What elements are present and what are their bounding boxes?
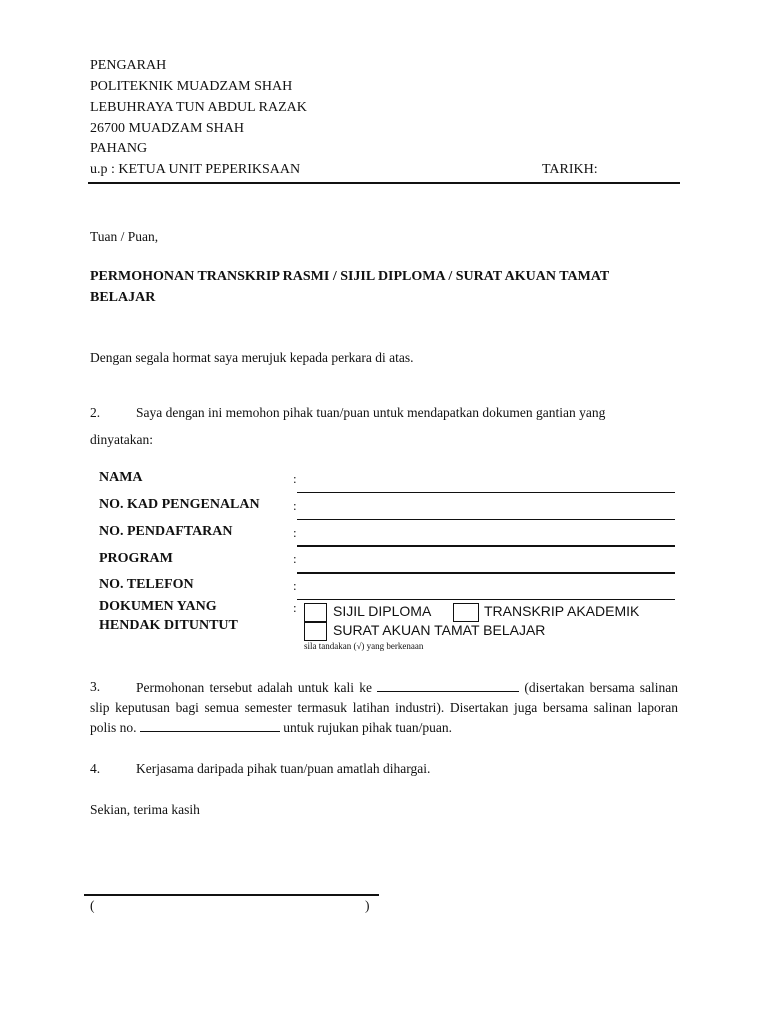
option-sijil-diploma: SIJIL DIPLOMA [333, 603, 432, 619]
signature-line[interactable] [84, 894, 379, 896]
field-line-kad-pengenalan[interactable] [297, 519, 675, 520]
para3-text-a: Permohonan tersebut adalah untuk kali ke [136, 680, 372, 695]
field-colon: : [293, 600, 297, 615]
blank-attempt-count[interactable] [377, 679, 519, 692]
subject-line-2: BELAJAR [90, 290, 156, 305]
para2-text-line2: dinyatakan: [90, 432, 153, 447]
state: PAHANG [90, 141, 148, 156]
addressee-title: PENGARAH [90, 58, 167, 73]
field-label-kad-pengenalan: NO. KAD PENGENALAN [99, 497, 260, 512]
tick-instruction-note: sila tandakan (√) yang berkenaan [304, 641, 424, 651]
para3-text [90, 678, 678, 738]
checkbox-surat-akuan[interactable] [304, 622, 327, 641]
institution-name: POLITEKNIK MUADZAM SHAH [90, 79, 293, 94]
para3-text-b: (disertakan bersama salinan slip keputusan bagi semua semester termasuk latihan industri). Disertakan juga bersama salinan laporan polis no. [90, 680, 679, 735]
para2-text-line1: Saya dengan ini memohon pihak tuan/puan untuk mendapatkan dokumen gantian yang [136, 405, 606, 420]
field-colon: : [293, 578, 297, 593]
para3-number: 3. [90, 679, 101, 694]
field-colon: : [293, 551, 297, 566]
option-surat-akuan: SURAT AKUAN TAMAT BELAJAR [333, 622, 546, 638]
field-colon: : [293, 498, 297, 513]
signature-close-paren: ) [365, 898, 370, 913]
field-label-pendaftaran: NO. PENDAFTARAN [99, 524, 233, 539]
field-line-telefon[interactable] [297, 599, 675, 600]
field-line-program[interactable] [297, 572, 675, 574]
date-label: TARIKH: [542, 162, 598, 177]
document-label-line1: DOKUMEN YANG [99, 599, 217, 614]
field-line-nama[interactable] [297, 492, 675, 493]
field-colon: : [293, 471, 297, 486]
postcode-city: 26700 MUADZAM SHAH [90, 121, 245, 136]
checkbox-sijil-diploma[interactable] [304, 603, 327, 622]
subject-line-1: PERMOHONAN TRANSKRIP RASMI / SIJIL DIPLOMA / SURAT AKUAN TAMAT [90, 269, 610, 284]
para3-text-c: untuk rujukan pihak tuan/puan. [283, 720, 452, 735]
signature-open-paren: ( [90, 898, 95, 913]
attention-line: u.p : KETUA UNIT PEPERIKSAAN [90, 162, 301, 177]
salutation: Tuan / Puan, [90, 229, 159, 244]
field-colon: : [293, 525, 297, 540]
field-line-pendaftaran[interactable] [297, 545, 675, 547]
header-divider [88, 182, 680, 184]
closing: Sekian, terima kasih [90, 802, 200, 817]
intro-paragraph: Dengan segala hormat saya merujuk kepada perkara di atas. [90, 350, 414, 365]
blank-police-report-no[interactable] [140, 719, 280, 732]
para4-number: 4. [90, 761, 101, 776]
field-label-nama: NAMA [99, 470, 143, 485]
field-label-telefon: NO. TELEFON [99, 577, 194, 592]
para4-text: Kerjasama daripada pihak tuan/puan amatlah dihargai. [136, 761, 431, 776]
para2-number: 2. [90, 405, 101, 420]
checkbox-transkrip-akademik[interactable] [453, 603, 479, 622]
document-label-line2: HENDAK DITUNTUT [99, 618, 238, 633]
street-address: LEBUHRAYA TUN ABDUL RAZAK [90, 100, 307, 115]
field-label-program: PROGRAM [99, 551, 173, 566]
option-transkrip-akademik: TRANSKRIP AKADEMIK [484, 603, 640, 619]
